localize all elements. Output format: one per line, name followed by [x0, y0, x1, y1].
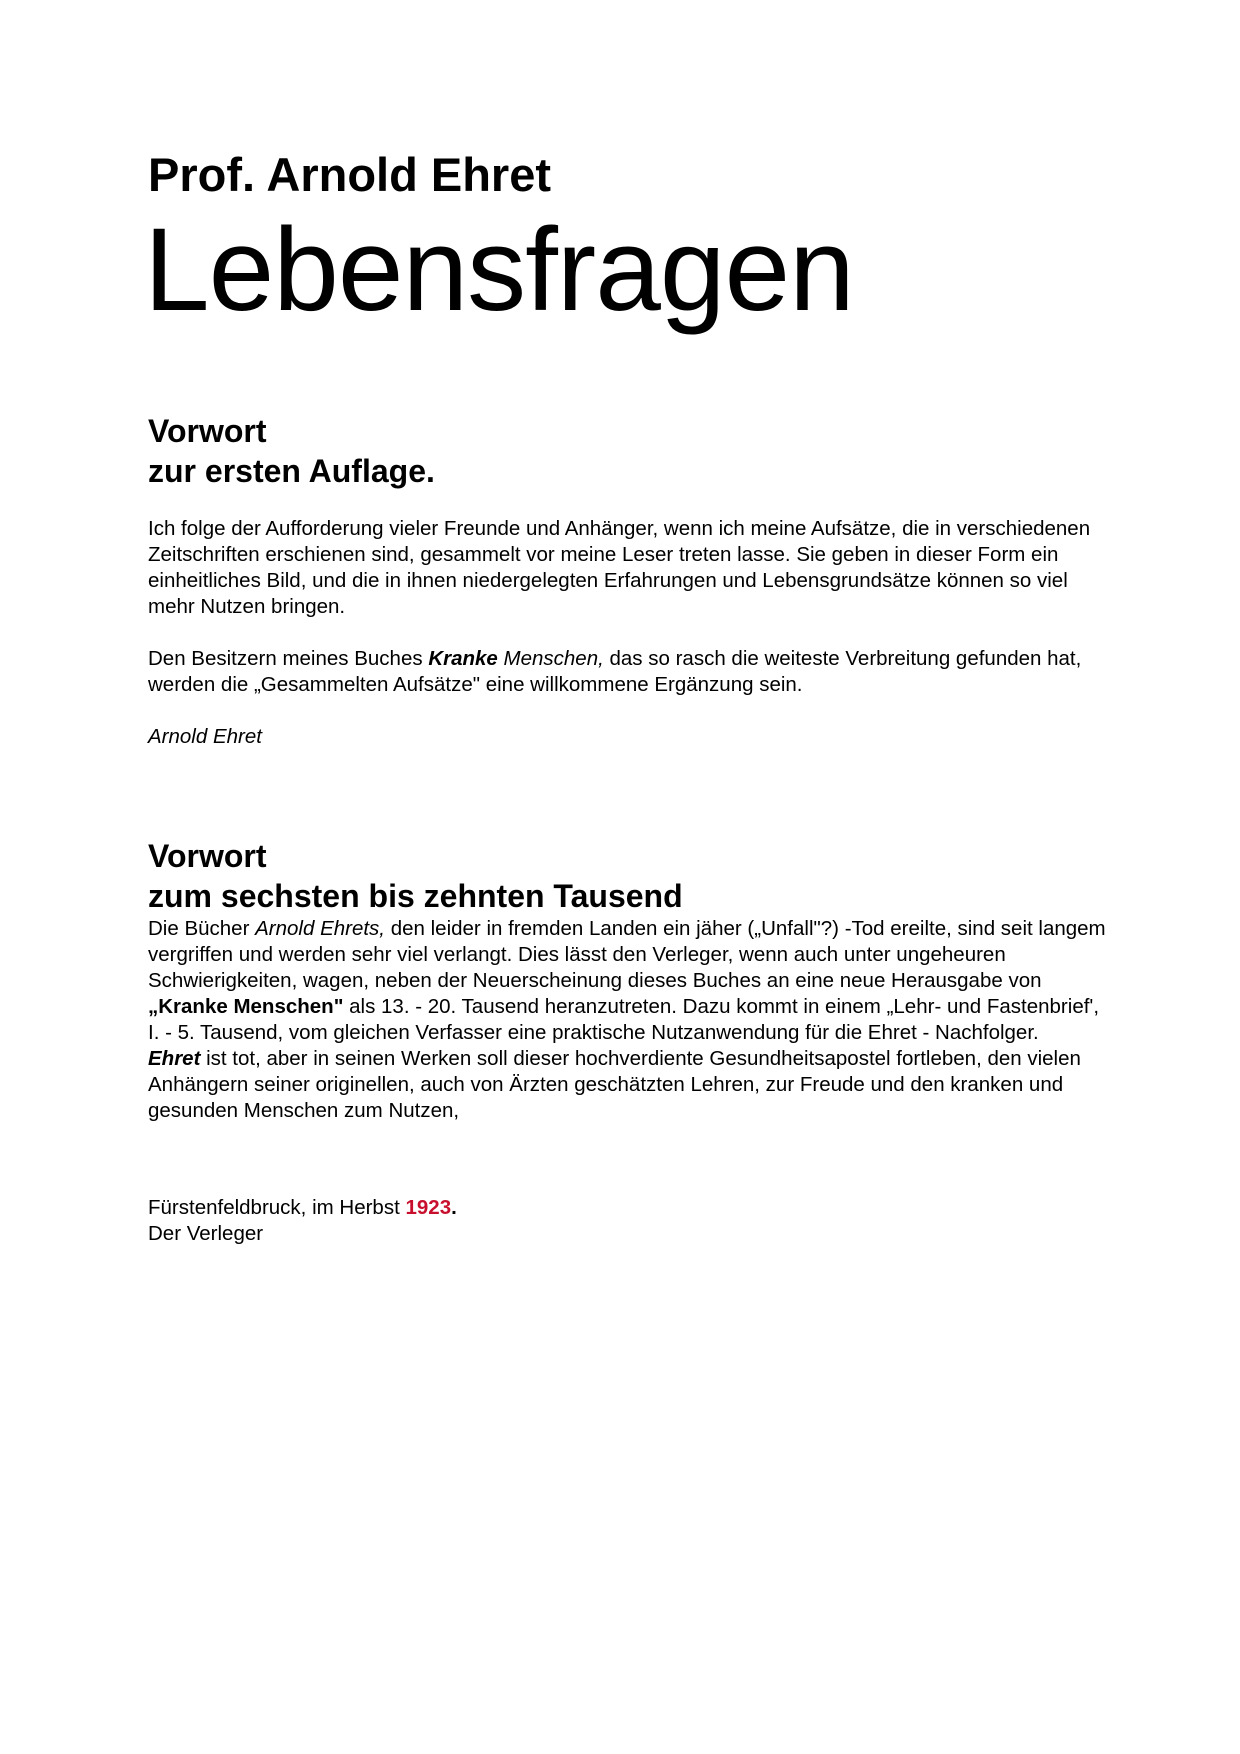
author-name: Prof. Arnold Ehret — [148, 148, 551, 201]
preface2-subheading: zum sechsten bis zehnten Tausend — [148, 878, 683, 914]
preface2-text-a: Die Bücher — [148, 917, 256, 940]
book-title: Lebensfragen — [144, 204, 854, 336]
preface1-heading: Vorwort — [148, 413, 267, 449]
preface-first-edition — [148, 411, 1108, 750]
preface2-author-ref: Arnold Ehrets, — [255, 917, 386, 940]
preface1-subheading: zur ersten Auflage. — [148, 453, 435, 489]
preface2-heading: Vorwort — [148, 838, 267, 874]
closing-place-line — [148, 1195, 457, 1221]
preface1-paragraph2 — [148, 646, 1108, 698]
preface1-paragraph1: Ich folge der Aufforderung vieler Freunde und Anhänger, wenn ich meine Aufsätze, die in verschiedenen Zeitschriften erschienen sind, gesammelt vor meine Leser treten lasse. Sie geben in dieser Form ein einheitliches Bild, und die in ihnen niedergelegten Erfahrungen und Lebensgrundsätze können so viel mehr Nutzen bringen. — [148, 517, 1091, 618]
preface2-text-g: ist tot, aber in seinen Werken soll dieser hochverdiente Gesundheitsapostel fortleben, den vielen Anhängern seiner originellen, auch von Ärzten geschätzten Lehren, zur Freude und den kranken und gesunden Menschen zum Nutzen, — [148, 1047, 1081, 1122]
preface2-paragraph — [148, 916, 1108, 1124]
preface1-signature: Arnold Ehret — [148, 725, 262, 748]
preface2-text-c: den leider in fremden Landen ein jäher („Unfall"?) -Tod ereilte, sind seit langem vergriffen und werden sehr viel verlangt. Dies lässt den Verleger, wenn auch unter ungeheuren Schwierigkeiten, wagen, neben der Neuerscheinung dieses Buches an eine neue Herausgabe von — [148, 917, 1106, 992]
preface1-p2-text-b: das so rasch die weiteste Verbreitung gefunden hat, werden die „Gesammelten Aufsätze" eine willkommene Ergänzung sein. — [148, 647, 1082, 696]
closing-publisher: Der Verleger — [148, 1222, 264, 1245]
preface1-book-title-bold: Kranke — [428, 647, 498, 670]
preface-sixth-edition — [148, 836, 1108, 1124]
closing-block — [148, 1195, 457, 1247]
preface2-text-e: als 13. - 20. Tausend heranzutreten. Dazu kommt in einem „Lehr- und Fastenbrief', I. - 5. Tausend, vom gleichen Verfasser eine praktische Nutzanwendung für die Ehret - Nachfolger. — [148, 995, 1100, 1044]
preface1-p2-text-a: Den Besitzern meines Buches — [148, 647, 429, 670]
closing-period: . — [451, 1196, 457, 1219]
preface2-ehret-ref: Ehret — [148, 1047, 201, 1070]
preface1-book-title-italic: Menschen, — [497, 647, 604, 670]
closing-place: Fürstenfeldbruck, im Herbst — [148, 1196, 406, 1219]
preface2-book-ref: „Kranke Menschen" — [148, 995, 344, 1018]
closing-year: 1923 — [405, 1196, 452, 1219]
